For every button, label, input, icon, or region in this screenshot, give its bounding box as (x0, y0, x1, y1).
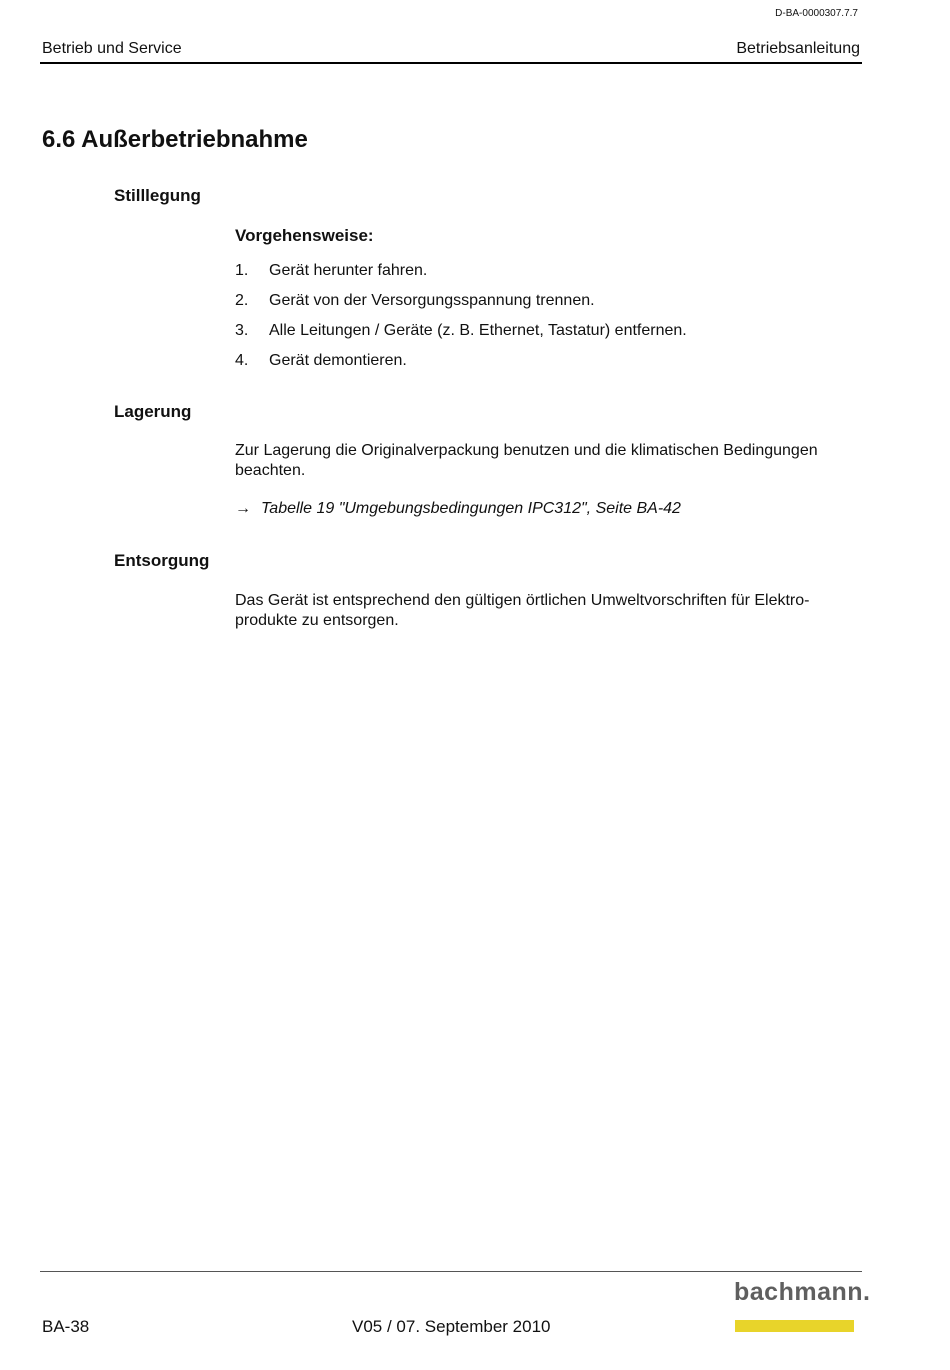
document-id: D-BA-0000307.7.7 (775, 8, 858, 19)
lagerung-heading: Lagerung (114, 402, 192, 421)
header-doc-type: Betriebsanleitung (736, 40, 860, 57)
lagerung-text: Zur Lagerung die Originalverpackung benutzen und die klimatischen Bedingungen beachten. (235, 442, 818, 479)
header-chapter: Betrieb und Service (42, 40, 182, 57)
step-text: Gerät von der Versorgungsspannung trennen. (269, 292, 595, 309)
footer-rule (40, 1271, 862, 1272)
step-text: Gerät herunter fahren. (269, 262, 428, 279)
step-number: 2. (235, 292, 249, 309)
cross-reference[interactable] (235, 500, 681, 518)
step-number: 1. (235, 262, 249, 279)
page-number: BA-38 (42, 1317, 90, 1336)
section-title: 6.6 Außerbetriebnahme (42, 126, 308, 153)
entsorgung-heading: Entsorgung (114, 551, 210, 570)
logo-bar (735, 1320, 854, 1332)
cross-reference-text[interactable]: Tabelle 19 "Umgebungsbedingungen IPC312", Seite BA-42 (261, 500, 681, 517)
stilllegung-heading: Stilllegung (114, 186, 201, 205)
entsorgung-text: Das Gerät ist entsprechend den gültigen örtlichen Umweltvorschriften für Elektro-produkte zu entsorgen. (235, 592, 810, 629)
step-text: Alle Leitungen / Geräte (z. B. Ethernet, Tastatur) entfernen. (269, 322, 687, 339)
step-text: Gerät demontieren. (269, 352, 407, 369)
bachmann-logo: bachmann. (734, 1278, 871, 1306)
procedure-heading: Vorgehensweise: (235, 226, 374, 245)
arrow-right-icon: → (235, 500, 251, 517)
step-number: 3. (235, 322, 249, 339)
step-number: 4. (235, 352, 249, 369)
version-date: V05 / 07. September 2010 (352, 1317, 551, 1336)
header-rule (40, 62, 862, 64)
